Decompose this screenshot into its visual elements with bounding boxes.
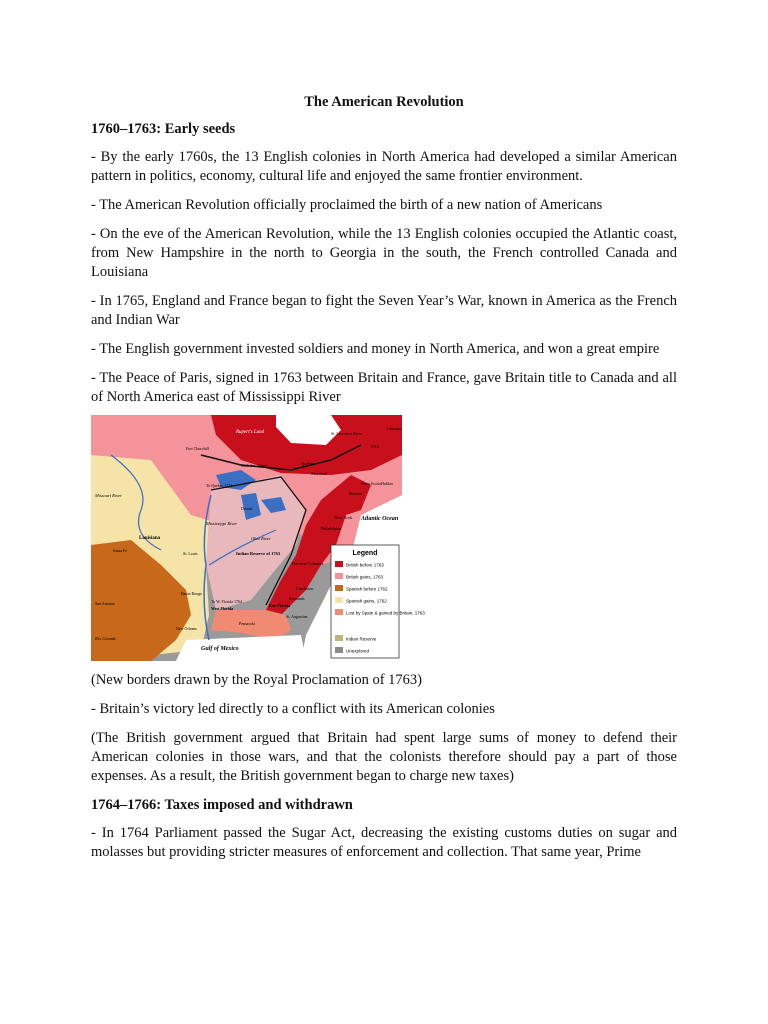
map-label: Gulf of Mexico <box>201 646 239 652</box>
map-label: To Quebec 1774 <box>206 483 233 488</box>
map-label: Rio Grande <box>95 636 117 641</box>
legend-swatch <box>335 597 343 603</box>
legend-label: British before 1763 <box>346 562 384 568</box>
paragraph: - The American Revolution officially proclaimed the birth of a new nation of Americans <box>91 197 603 213</box>
map-label: Philadelphia <box>321 526 341 531</box>
map-label: Charleston <box>296 586 314 591</box>
document-title: The American Revolution <box>304 94 464 110</box>
map-label: Mississippi River <box>206 521 238 526</box>
paragraph: - The Peace of Paris, signed in 1763 between Britain and France, gave Britain title to Canada and all of North America east of Mississippi River <box>91 370 677 405</box>
map-label: New Orleans <box>176 626 197 631</box>
map-caption: (New borders drawn by the Royal Proclamation of 1763) <box>91 672 423 688</box>
legend-label: Unexplored <box>346 648 370 654</box>
map-label: Halifax <box>381 481 393 486</box>
paragraph: - On the eve of the American Revolution, while the 13 English colonies occupied the Atlantic coast, from New Hampshire in the north to Georgia in the south, the French controlled Canada and Louisiana <box>91 226 677 280</box>
map-label: Ohio River <box>251 536 271 541</box>
map-label: Thirteen Colonies <box>291 561 324 566</box>
map-label: Rupert's Land <box>236 430 265 435</box>
legend-title: Legend <box>352 550 378 557</box>
paragraph: - In 1764 Parliament passed the Sugar Act, decreasing the existing customs duties on sugar and molasses but providing stricter measures of enforcement and collection. That same year, Prime <box>91 825 677 860</box>
section-heading-1764-1766: 1764–1766: Taxes imposed and withdrawn <box>91 797 353 813</box>
map-label: Nova Scotia <box>361 481 381 486</box>
map-label: Missouri River <box>95 493 122 498</box>
legend-swatch <box>335 585 343 591</box>
map-label: Indian Reserve of 1763 <box>236 551 281 556</box>
map-label: Boston <box>349 491 362 496</box>
map-label: San Antonio <box>95 601 115 606</box>
map-label: Quebec <box>301 461 315 466</box>
legend-label: Indian Reserve <box>346 636 377 642</box>
map-label: Montreal <box>311 471 328 476</box>
map-label: To W. Florida 1764 <box>211 599 243 604</box>
map-label: Santa Fe <box>113 548 127 553</box>
legend-swatch <box>335 609 343 615</box>
legend-swatch <box>335 561 343 567</box>
paragraph: (The British government argued that Britain had spent large sums of money to defend their American colonies in those wars, and that the colonists therefore should pay a part of those expenses. As a result, the British government began to charge new taxes) <box>91 730 677 784</box>
map-label: P.E.I. <box>371 444 380 449</box>
paragraph: - Britain’s victory led directly to a conflict with its American colonies <box>91 701 495 717</box>
paragraph: - By the early 1760s, the 13 English colonies in North America had developed a similar American pattern in politics, economy, cultural life and enjoyed the same frontier environment. <box>91 149 677 184</box>
map-label: St. Lawrence River <box>331 431 362 436</box>
map-label: St. Augustine <box>286 614 308 619</box>
document-page <box>91 93 677 872</box>
legend-label: British gains, 1763 <box>346 574 384 580</box>
map-label: Louisiana <box>139 536 161 541</box>
paragraph: - In 1765, England and France began to fight the Seven Year’s War, known in America as the French and Indian War <box>91 293 677 328</box>
map-label: East Florida <box>269 603 291 608</box>
map-label: New York <box>334 515 353 520</box>
map-label: Baton Rouge <box>181 591 202 596</box>
map-label: Detroit <box>241 506 253 511</box>
legend-label: Spanish before 1762 <box>346 586 388 592</box>
map-label: Hudson Bay <box>296 421 327 427</box>
map-label: Sault Ste. Marie <box>241 463 267 468</box>
legend-swatch <box>335 635 343 641</box>
map-label: St. Louis <box>183 551 198 556</box>
map-label: Savannah <box>289 596 305 601</box>
legend-label: Spanish gains, 1762 <box>346 598 387 604</box>
legend-label: Lost by Spain & gained by Britain, 1763 <box>346 610 425 616</box>
legend-swatch <box>335 573 343 579</box>
map-label: Atlantic Ocean <box>361 516 399 522</box>
map-legend <box>331 545 425 658</box>
legend-swatch <box>335 647 343 653</box>
map-image-royal-proclamation-1763 <box>91 415 425 661</box>
map-label: Pensacola <box>239 621 255 626</box>
map-label: West Florida <box>211 606 234 611</box>
map-label: Fort Churchill <box>186 446 209 451</box>
paragraph: - The English government invested soldiers and money in North America, and won a great empire <box>91 341 660 357</box>
section-heading-1760-1763: 1760–1763: Early seeds <box>91 121 236 137</box>
map-svg <box>91 415 425 661</box>
map-label: Labrador <box>387 426 402 431</box>
